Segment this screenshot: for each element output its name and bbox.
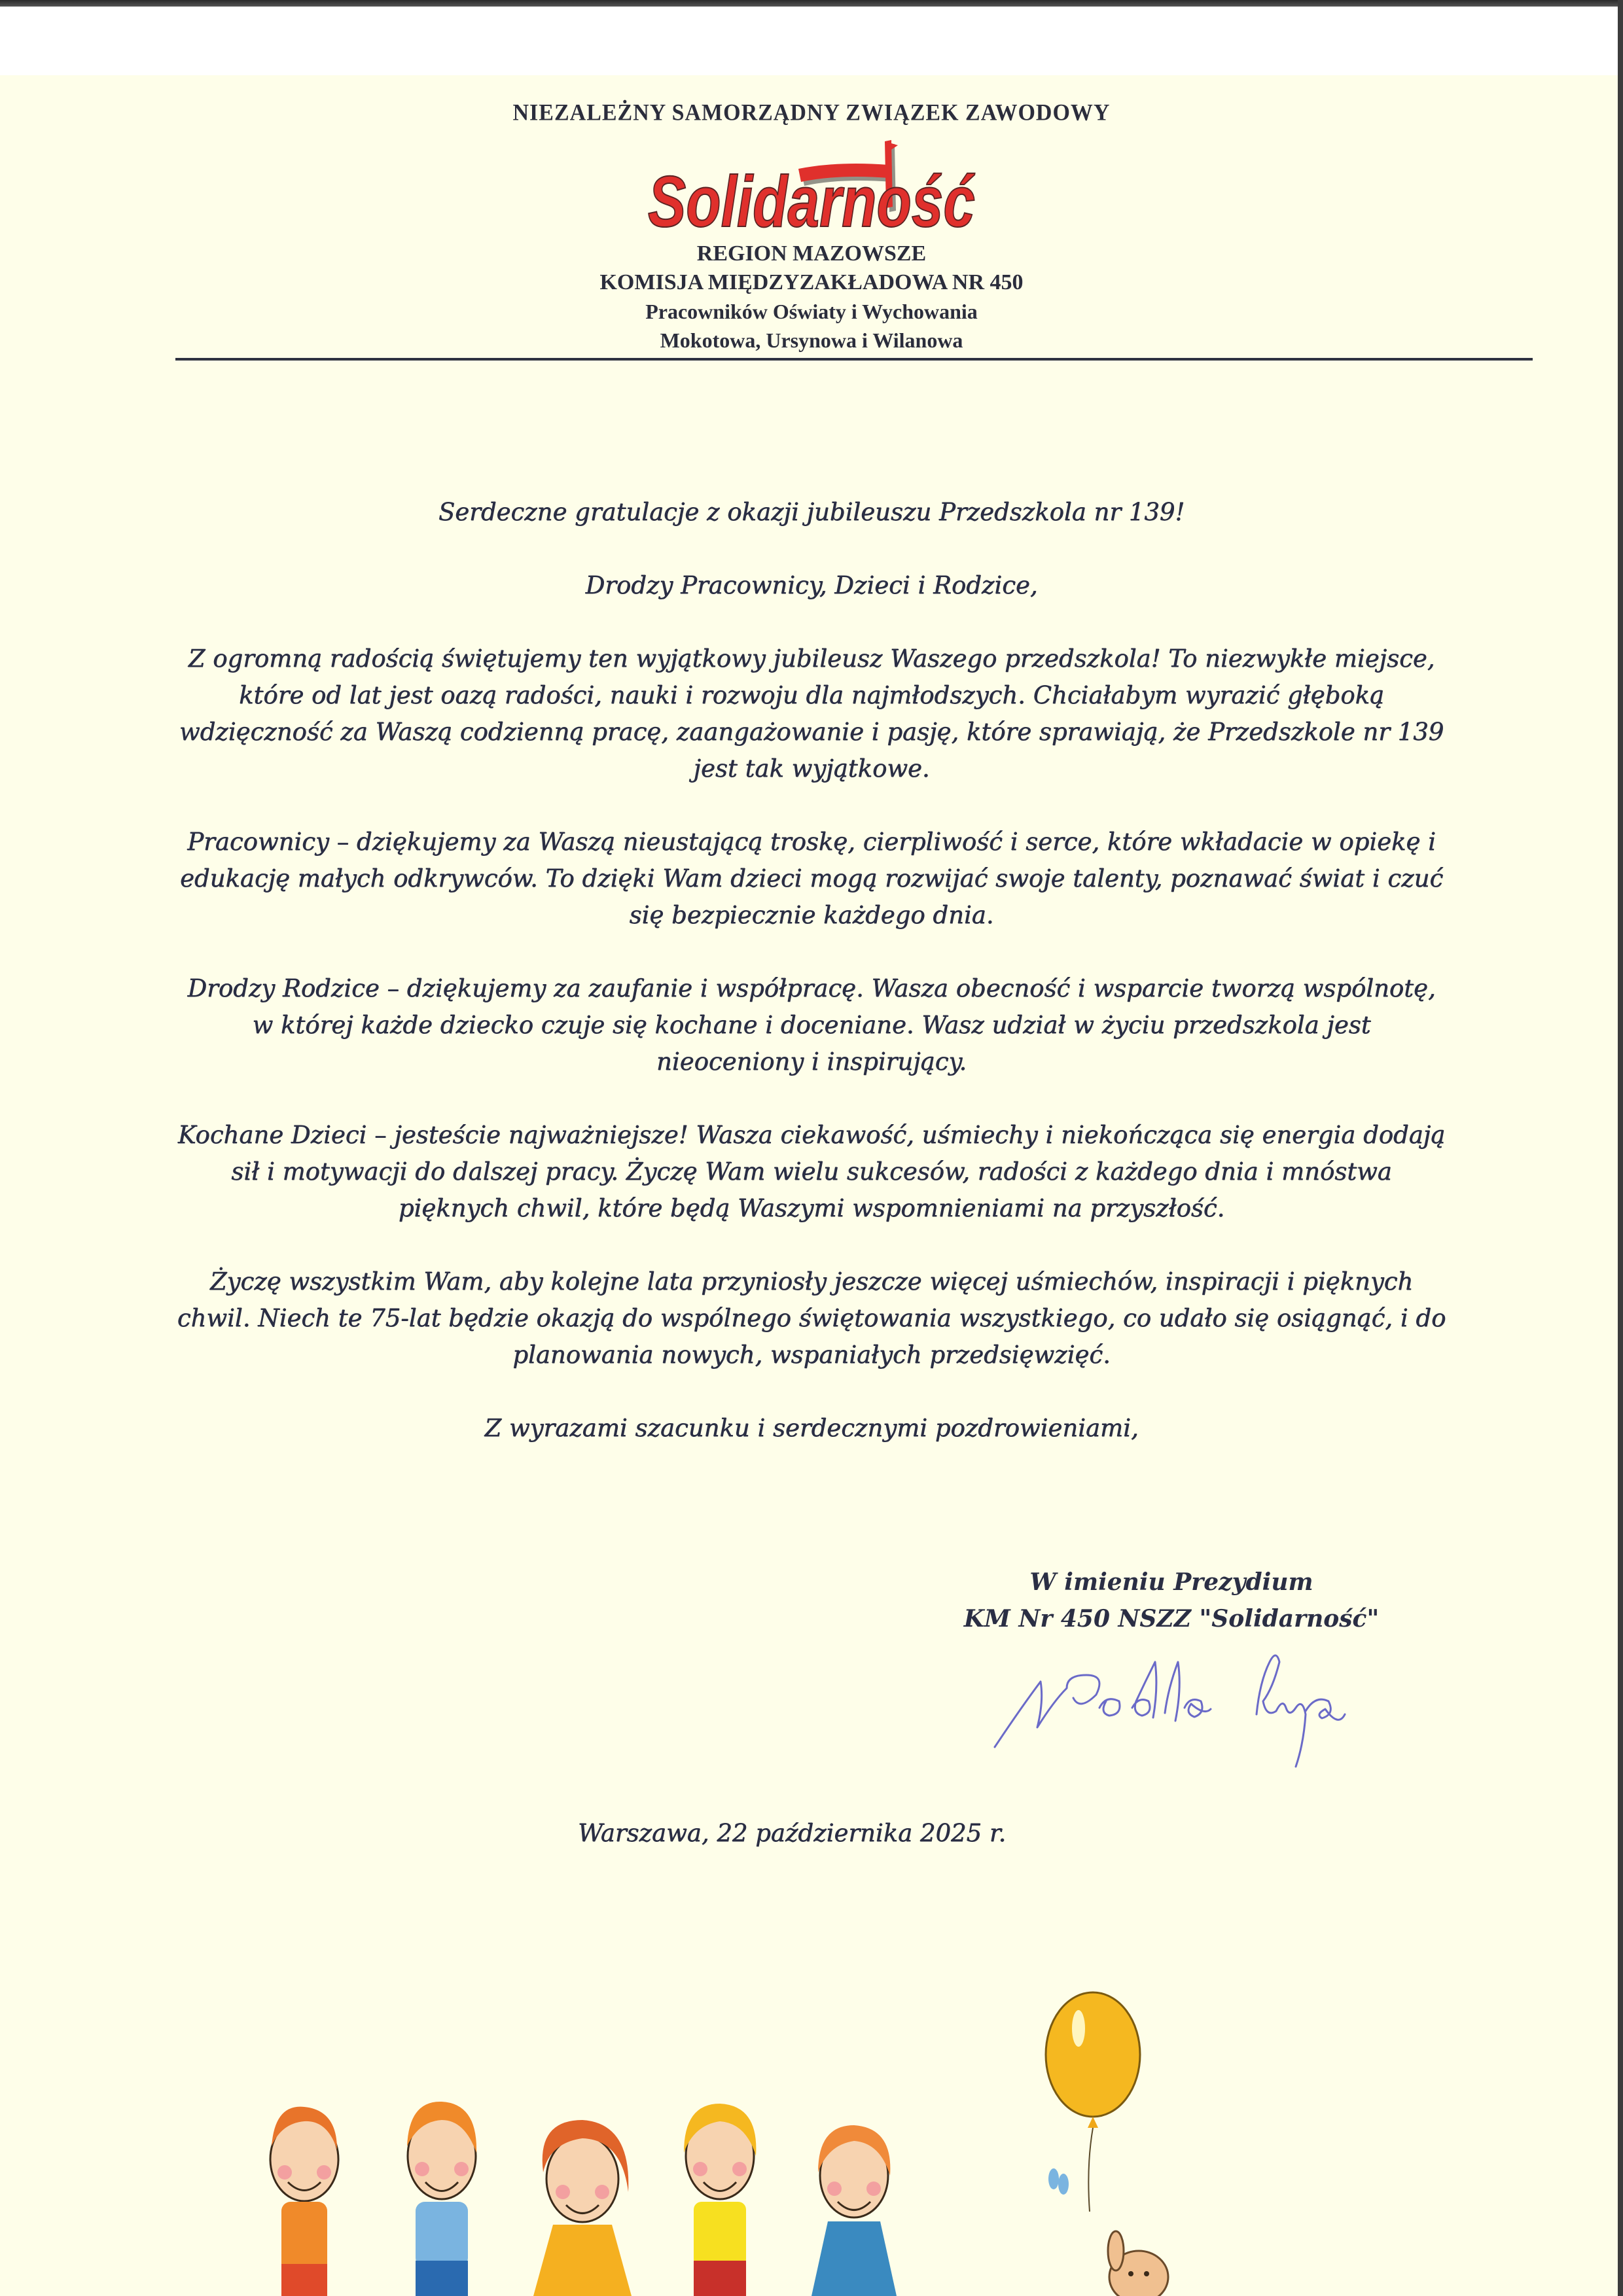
signoff-line-2: KM Nr 450 NSZZ "Solidarność" — [963, 1605, 1380, 1633]
letter-date: Warszawa, 22 października 2025 r. — [577, 1819, 1007, 1847]
child-figure-2 — [407, 2102, 476, 2296]
letter-salutation: Drodzy Pracownicy, Dzieci i Rodzice, — [585, 571, 1038, 599]
logo-wordmark: Solidarność — [648, 162, 975, 242]
districts-line: Mokotowa, Ursynowa i Wilanowa — [660, 328, 963, 352]
child-figure-5 — [812, 2125, 897, 2296]
child-figure-1 — [270, 2107, 338, 2296]
signoff-block — [929, 1564, 1414, 1637]
letter-paragraph: Z ogromną radością świętujemy ten wyjątkowy jubileusz Waszego przedszkola! To niezwykłe miejsce, które od lat jest oazą radości, nauki i rozwoju dla najmłodszych. Chciałabym wyrazić głęboką wdzięczność za Waszą codzienną pracę, zaangażowanie i pasję, które sprawiają, że Przedszkole nr 139 jest tak wyjątkowe. — [179, 645, 1444, 783]
letter-closing: Z wyrazami szacunku i serdecznymi pozdrowieniami, — [484, 1414, 1139, 1442]
region-name: REGION MAZOWSZE — [696, 241, 927, 266]
union-name: NIEZALEŻNY SAMORZĄDNY ZWIĄZEK ZAWODOWY — [512, 100, 1111, 126]
scan-margin-top — [0, 7, 1619, 75]
letterhead-divider — [175, 358, 1533, 361]
letter-body — [177, 494, 1446, 1483]
letter-paragraph: Pracownicy – dziękujemy za Waszą nieustającą troskę, cierpliwość i serce, które wkładacie w opiekę i edukację małych odkrywców. To dzięki Wam dzieci mogą rozwijać swoje talenty, poznawać świat i czuć się bezpiecznie każdego dnia. — [179, 828, 1444, 929]
letterhead — [0, 98, 1623, 355]
butterfly-icon — [1048, 2168, 1069, 2195]
children-illustration — [196, 1956, 1243, 2296]
dog-icon — [1108, 2231, 1168, 2296]
solidarnosc-logo — [641, 128, 982, 242]
handwritten-signature — [982, 1636, 1400, 1780]
letter-paragraph: Drodzy Rodzice – dziękujemy za zaufanie i współpracę. Wasza obecność i wsparcie tworzą wspólnotę, w której każde dziecko czuje się kochane i doceniane. Wasz udział w życiu przedszkola jest nieoceniony i inspirujący. — [187, 974, 1436, 1076]
letter-paragraph: Kochane Dzieci – jesteście najważniejsze! Wasza ciekawość, uśmiechy i niekończąca się energia dodają sił i motywacji do dalszej pracy. Życzę Wam wielu sukcesów, radości z każdego dnia i mnóstwa pięknych chwil, które będą Waszymi wspomnieniami na przyszłość. — [177, 1121, 1446, 1222]
commission-name: KOMISJA MIĘDZYZAKŁADOWA NR 450 — [599, 270, 1024, 294]
child-figure-3 — [533, 2120, 632, 2296]
letter-title: Serdeczne gratulacje z okazji jubileuszu Przedszkola nr 139! — [438, 498, 1185, 526]
workers-line: Pracowników Oświaty i Wychowania — [645, 300, 978, 323]
child-figure-4 — [684, 2104, 756, 2296]
scan-edge-top — [0, 0, 1623, 7]
signoff-line-1: W imieniu Prezydium — [1029, 1568, 1313, 1596]
letter-paragraph: Życzę wszystkim Wam, aby kolejne lata przyniosły jeszcze więcej uśmiechów, inspiracji i pięknych chwil. Niech te 75-lat będzie okazją do wspólnego świętowania wszystkiego, co udało się osiągnąć, i do planowania nowych, wspaniałych przedsięwzięć. — [177, 1267, 1446, 1369]
